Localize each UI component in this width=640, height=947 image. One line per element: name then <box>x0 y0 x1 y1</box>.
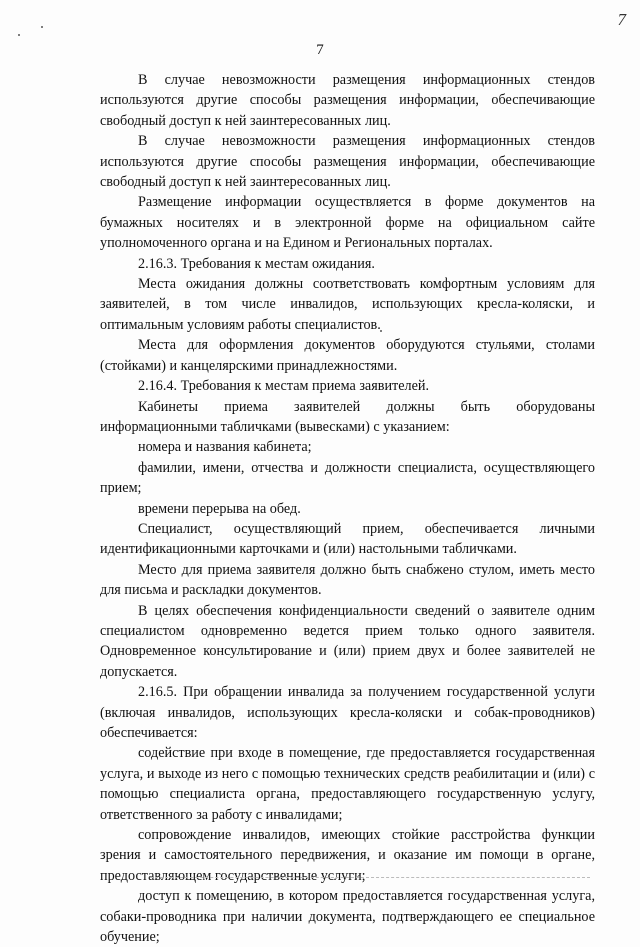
paragraph: Размещение информации осуществляется в форме документов на бумажных носителях и в электронной форме на официальном сайте уполномоченного органа и на Едином и Региональных порталах. <box>100 194 595 252</box>
section-heading: 2.16.5. При обращении инвалида за получением государственной услуги (включая инвалидов, использующих кресла-коляски и собак-проводников) обеспечивается: <box>100 684 595 741</box>
paragraph: В случае невозможности размещения информационных стендов используются другие способы размещения информации, обеспечивающие свободный доступ к ней заинтересованных лиц. <box>100 133 595 191</box>
paragraph: Специалист, осуществляющий прием, обеспечивается личными идентификационными карточками и (или) настольными табличками. <box>100 520 595 558</box>
paragraph: Места ожидания должны соответствовать комфортным условиям для заявителей, в том числе инвалидов, использующих кресла-коляски, и оптимальным условиям работы специалистов. <box>100 276 595 333</box>
scan-bottom-edge <box>150 877 590 878</box>
paragraph: Кабинеты приема заявителей должны быть оборудованы информационными табличками (вывесками) с указанием: <box>100 398 595 435</box>
list-item: фамилии, имени, отчества и должности специалиста, осуществляющего прием; <box>100 459 595 497</box>
document-body <box>100 70 595 947</box>
list-item: номера и названия кабинета; <box>138 439 312 456</box>
paragraph: В целях обеспечения конфиденциальности сведений о заявителе одним специалистом одновременно ведется прием только одного заявителя. Одновременное консультирование и (или) прием двух и более заявителей не допускается. <box>100 602 595 680</box>
section-heading: 2.16.3. Требования к местам ожидания. <box>138 255 375 272</box>
page-number: 7 <box>316 42 324 58</box>
scan-speck <box>18 34 20 36</box>
section-heading: 2.16.4. Требования к местам приема заявителей. <box>138 378 430 395</box>
paragraph: В случае невозможности размещения информационных стендов используются другие способы размещения информации, обеспечивающие свободный доступ к ней заинтересованных лиц. <box>100 72 595 129</box>
paragraph: Места для оформления документов оборудуются стульями, столами (стойками) и канцелярскими принадлежностями. <box>100 337 595 374</box>
list-item: сопровождение инвалидов, имеющих стойкие расстройства функции зрения и самостоятельного передвижения, и оказание им помощи в органе, предоставляющем государственные услуги; <box>100 827 595 884</box>
handwritten-page-mark: 7 <box>617 10 626 29</box>
list-item: содействие при входе в помещение, где предоставляется государственная услуга, и выходе из него с помощью технических средств реабилитации и (или) с помощью специалиста органа, предоставляющего государственную услугу, ответственного за работу с инвалидами; <box>100 745 595 823</box>
scan-speck <box>41 26 43 28</box>
paragraph: Место для приема заявителя должно быть снабжено стулом, иметь место для письма и раскладки документов. <box>100 561 595 599</box>
list-item: времени перерыва на обед. <box>138 500 301 517</box>
list-item: доступ к помещению, в котором предоставляется государственная услуга, собаки-проводника при наличии документа, подтверждающего ее специальное обучение; <box>100 888 595 946</box>
